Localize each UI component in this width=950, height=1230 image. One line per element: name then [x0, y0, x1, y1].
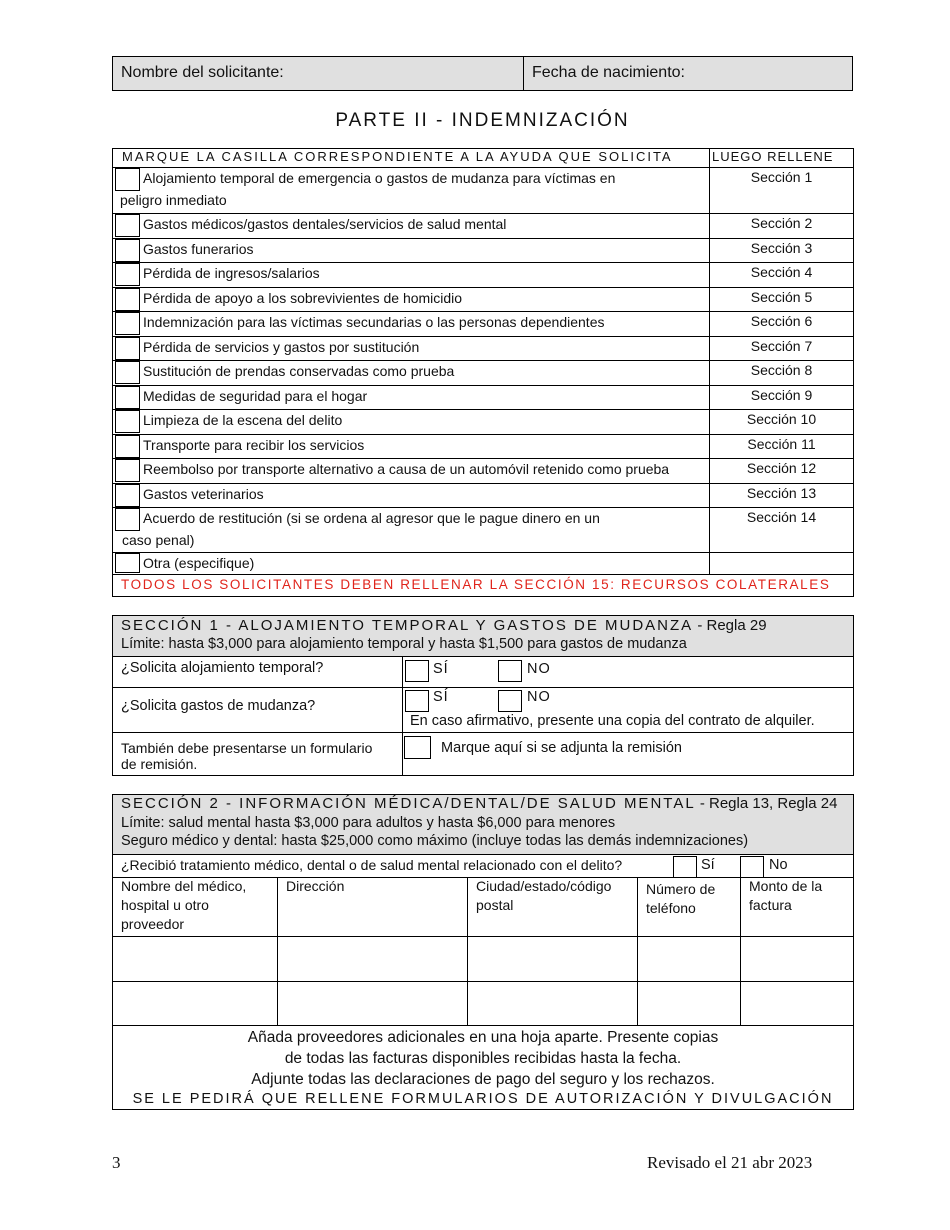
section1-q2: ¿Solicita gastos de mudanza?	[121, 698, 316, 714]
provider-col-3-l1: Ciudad/estado/código	[476, 878, 612, 894]
aid-checkbox-3[interactable]	[115, 239, 140, 262]
provider-col-3-l2: postal	[476, 897, 514, 913]
section-ref-13: Sección 13	[746, 485, 817, 501]
section2-title-text: SECCIÓN 2 - INFORMACIÓN MÉDICA/DENTAL/DE SALUD MENTAL	[121, 795, 696, 812]
section-ref-1: Sección 1	[750, 169, 813, 185]
page-number: 3	[112, 1153, 121, 1172]
aid-checkbox-9[interactable]	[115, 386, 140, 409]
note-line-2: de todas las facturas disponibles recibidas hasta la fecha.	[284, 1050, 682, 1067]
section1-q1: ¿Solicita alojamiento temporal?	[121, 660, 324, 676]
aid-label-3: Gastos funerarios	[143, 241, 254, 257]
aid-checkbox-12[interactable]	[115, 459, 140, 482]
part-title: PARTE II - INDEMNIZACIÓN	[335, 110, 630, 131]
section2-rule: - Regla 13, Regla 24	[695, 795, 838, 812]
aid-checkbox-8[interactable]	[115, 361, 140, 384]
applicant-name-field[interactable]	[112, 56, 524, 91]
section-ref-14: Sección 14	[746, 509, 817, 525]
section-ref-4: Sección 4	[750, 264, 813, 280]
aid-label-4: Pérdida de ingresos/salarios	[143, 265, 320, 281]
section-ref-11: Sección 11	[747, 436, 816, 452]
provider-col-4-l2: teléfono	[646, 900, 696, 916]
section-ref-12: Sección 12	[746, 460, 817, 476]
note-line-3: Adjunte todas las declaraciones de pago del seguro y los rechazos.	[251, 1071, 715, 1088]
col-header-fill: LUEGO RELLENE	[712, 149, 834, 164]
aid-checkbox-2[interactable]	[115, 214, 140, 237]
aid-label-14: Acuerdo de restitución (si se ordena al agresor que le pague dinero en un	[143, 510, 600, 526]
treatment-no-checkbox[interactable]	[740, 856, 764, 878]
aid-label-12: Reembolso por transporte alternativo a causa de un automóvil retenido como prueba	[143, 461, 670, 477]
q1-no-label: NO	[527, 661, 551, 677]
aid-checkbox-15[interactable]	[115, 553, 140, 573]
aid-checkbox-4[interactable]	[115, 263, 140, 286]
provider-col-2-l1: Dirección	[286, 878, 345, 894]
section1-limit: Límite: hasta $3,000 para alojamiento temporal y hasta $1,500 para gastos de mudanza	[121, 636, 687, 652]
note-line-1: Añada proveedores adicionales en una hoja aparte. Presente copias	[247, 1029, 719, 1046]
section2-notes	[112, 1027, 854, 1109]
q2-yes-checkbox[interactable]	[405, 690, 429, 712]
collateral-notice: TODOS LOS SOLICITANTES DEBEN RELLENAR LA SECCIÓN 15: RECURSOS COLATERALES	[121, 577, 831, 592]
section-ref-2: Sección 2	[750, 215, 813, 231]
section-ref-6: Sección 6	[750, 313, 813, 329]
section-ref-7: Sección 7	[750, 338, 813, 354]
aid-label-8: Sustitución de prendas conservadas como prueba	[143, 363, 455, 379]
aid-label-15: Otra (especifique)	[143, 555, 255, 571]
aid-checkbox-11[interactable]	[115, 435, 140, 458]
treatment-yes-checkbox[interactable]	[673, 856, 697, 878]
treatment-yes-label: Sí	[701, 857, 715, 873]
aid-label-1: Alojamiento temporal de emergencia o gastos de mudanza para víctimas en	[143, 170, 616, 186]
section2-limit1: Límite: salud mental hasta $3,000 para adultos y hasta $6,000 para menores	[121, 815, 616, 831]
birthdate-label: Fecha de nacimiento:	[532, 64, 685, 81]
note-line-4: SE LE PEDIRÁ QUE RELLENE FORMULARIOS DE AUTORIZACIÓN Y DIVULGACIÓN	[132, 1091, 834, 1107]
referral-checkbox[interactable]	[404, 736, 431, 759]
aid-label-1-cont: peligro inmediato	[120, 192, 227, 208]
aid-label-13: Gastos veterinarios	[143, 486, 264, 502]
section-ref-3: Sección 3	[750, 240, 813, 256]
section2-limit2: Seguro médico y dental: hasta $25,000 como máximo (incluye todas las demás indemnizaciones)	[121, 833, 749, 849]
referral-label: Marque aquí si se adjunta la remisión	[441, 740, 682, 756]
aid-checkbox-14[interactable]	[115, 508, 140, 531]
section1-rule: - Regla 29	[693, 617, 767, 634]
birthdate-field[interactable]	[523, 56, 853, 91]
provider-col-5-l1: Monto de la	[749, 878, 823, 894]
aid-label-5: Pérdida de apoyo a los sobrevivientes de homicidio	[143, 290, 463, 306]
section2-question: ¿Recibió tratamiento médico, dental o de salud mental relacionado con el delito?	[121, 857, 623, 873]
aid-label-7: Pérdida de servicios y gastos por sustitución	[143, 339, 420, 355]
treatment-no-label: No	[769, 857, 788, 873]
provider-col-4-l1: Número de	[646, 881, 716, 897]
q2-no-checkbox[interactable]	[498, 690, 522, 712]
provider-col-1-l1: Nombre del médico,	[121, 878, 247, 894]
applicant-name-label: Nombre del solicitante:	[121, 64, 284, 81]
aid-checkbox-5[interactable]	[115, 288, 140, 311]
aid-label-11: Transporte para recibir los servicios	[143, 437, 365, 453]
aid-checkbox-6[interactable]	[115, 312, 140, 335]
q1-yes-checkbox[interactable]	[405, 660, 429, 682]
revised-date: Revisado el 21 abr 2023	[647, 1153, 813, 1172]
section-ref-5: Sección 5	[750, 289, 813, 305]
section1-q3-line2: de remisión.	[121, 756, 198, 772]
section-ref-8: Sección 8	[750, 362, 813, 378]
section2-title	[121, 795, 837, 812]
q1-yes-label: SÍ	[433, 661, 449, 677]
aid-checkbox-10[interactable]	[115, 410, 140, 433]
provider-col-5-l2: factura	[749, 897, 792, 913]
section-ref-9: Sección 9	[750, 387, 813, 403]
provider-col-1-l2: hospital u otro	[121, 897, 209, 913]
aid-label-9: Medidas de seguridad para el hogar	[143, 388, 368, 404]
provider-col-1-l3: proveedor	[121, 916, 185, 932]
aid-label-10: Limpieza de la escena del delito	[143, 412, 343, 428]
section1-title-text: SECCIÓN 1 - ALOJAMIENTO TEMPORAL Y GASTOS DE MUDANZA	[121, 617, 694, 634]
aid-checkbox-1[interactable]	[115, 168, 140, 191]
q1-no-checkbox[interactable]	[498, 660, 522, 682]
q2-yes-label: SÍ	[433, 689, 449, 705]
section1-q3-line1: También debe presentarse un formulario	[121, 740, 373, 756]
aid-label-2: Gastos médicos/gastos dentales/servicios de salud mental	[143, 216, 507, 232]
section-ref-10: Sección 10	[746, 411, 817, 427]
aid-checkbox-13[interactable]	[115, 484, 140, 507]
q2-no-label: NO	[527, 689, 551, 705]
aid-checkbox-7[interactable]	[115, 337, 140, 360]
aid-label-6: Indemnización para las víctimas secundarias o las personas dependientes	[143, 314, 605, 330]
aid-label-14-cont: caso penal)	[122, 532, 195, 548]
col-header-check: MARQUE LA CASILLA CORRESPONDIENTE A LA AYUDA QUE SOLICITA	[122, 149, 673, 164]
q2-note: En caso afirmativo, presente una copia del contrato de alquiler.	[410, 713, 815, 729]
section1-title	[121, 617, 767, 634]
